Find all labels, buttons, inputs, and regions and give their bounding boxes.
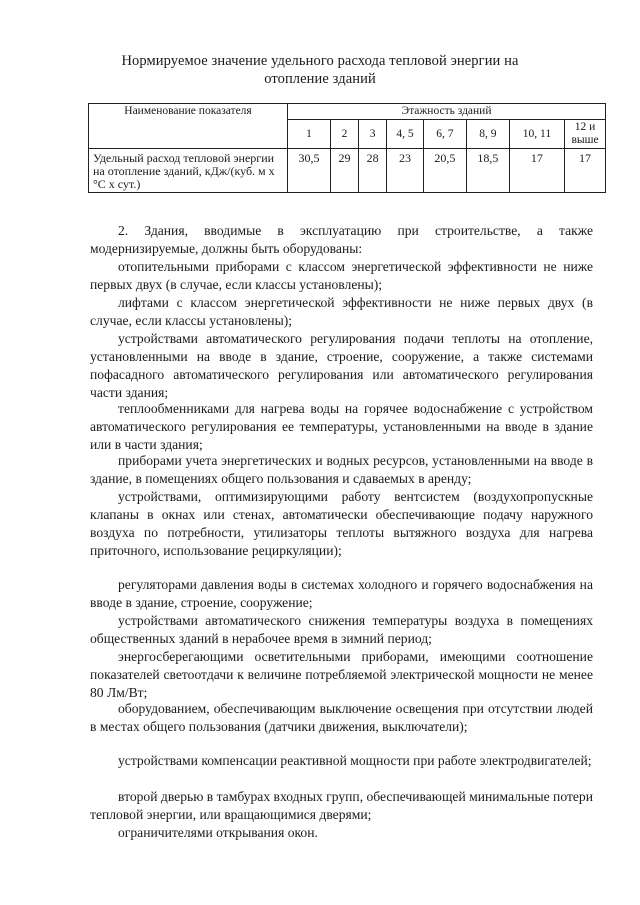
floor-header: 10, 11 <box>509 120 564 149</box>
paragraph-heat-exchangers: теплообменниками для нагрева воды на горячее водоснабжение с устройством автоматического регулирования ее температуры, установленными на вводе в здание или в части здания; <box>90 401 593 452</box>
table-cell-value: 29 <box>330 149 358 193</box>
table-row-label: Удельный расход тепловой энергии на отопление зданий, кДж/(куб. м x °С x сут.) <box>89 149 288 193</box>
table-cell-value: 17 <box>565 149 606 193</box>
floor-header: 3 <box>359 120 387 149</box>
floor-header: 4, 5 <box>387 120 424 149</box>
paragraph-temp-reduction: устройствами автоматического снижения температуры воздуха в помещениях общественных зданий в нерабочее время в зимний период; <box>90 613 593 646</box>
heat-consumption-table <box>88 103 606 193</box>
paragraph-heating-devices: отопительными приборами с классом энергетической эффективности не ниже первых двух (в случае, если классы установлены); <box>90 259 593 292</box>
paragraph-auto-heat-control: устройствами автоматического регулирования подачи теплоты на отопление, установленными на вводе в здание, строение, сооружение, а также системами пофасадного автоматического регулирования или автоматического регулирования части здания; <box>90 331 593 400</box>
floor-header: 12 и выше <box>565 120 606 149</box>
paragraph-water-pressure: регуляторами давления воды в системах холодного и горячего водоснабжения на вводе в здание, строение, сооружение; <box>90 577 593 610</box>
table-header-name: Наименование показателя <box>89 104 288 149</box>
paragraph-ventilation: устройствами, оптимизирующими работу вентсистем (воздухопропускные клапаны в окнах или стенах, автоматически обеспечивающие подачу наружного воздуха по потребности, утилизаторы теплоты вытяжного воздуха для нагрева приточного, использование рециркуляции); <box>90 489 593 558</box>
table-cell-value: 28 <box>359 149 387 193</box>
paragraph-elevators: лифтами с классом энергетической эффективности не ниже первых двух (в случае, если классы установлены); <box>90 295 593 328</box>
floor-header: 8, 9 <box>466 120 509 149</box>
paragraph-lighting: энергосберегающими осветительными приборами, имеющими соотношение показателей светоотдачи к величине потребляемой электрической мощности не менее 80 Лм/Вт; <box>90 649 593 700</box>
page-title-line-1: Нормируемое значение удельного расхода тепловой энергии на <box>121 53 519 69</box>
floor-header: 2 <box>330 120 358 149</box>
table-cell-value: 17 <box>509 149 564 193</box>
paragraph-window-limiters: ограничителями открывания окон. <box>118 825 318 840</box>
paragraph-occupancy-sensors: оборудованием, обеспечивающим выключение освещения при отсутствии людей в местах общего пользования (датчики движения, выключатели); <box>90 701 593 734</box>
paragraph-metering: приборами учета энергетических и водных ресурсов, установленными на вводе в здание, в помещениях общего пользования и сдаваемых в аренду; <box>90 453 593 486</box>
page-title-line-2: отопление зданий <box>264 71 376 87</box>
table-cell-value: 23 <box>387 149 424 193</box>
paragraph-vestibule-doors: второй дверью в тамбурах входных групп, обеспечивающей минимальные потери тепловой энергии, или вращающимися дверями; <box>90 789 593 822</box>
table-cell-value: 30,5 <box>288 149 331 193</box>
floor-header: 6, 7 <box>423 120 466 149</box>
table-cell-value: 18,5 <box>466 149 509 193</box>
floor-header: 1 <box>288 120 331 149</box>
paragraph-reactive-power: устройствами компенсации реактивной мощности при работе электродвигателей; <box>118 753 592 768</box>
table-cell-value: 20,5 <box>423 149 466 193</box>
paragraph-intro: 2. Здания, вводимые в эксплуатацию при строительстве, а также модернизируемые, должны быть оборудованы: <box>90 223 593 256</box>
table-header-floors: Этажность зданий <box>288 104 606 120</box>
